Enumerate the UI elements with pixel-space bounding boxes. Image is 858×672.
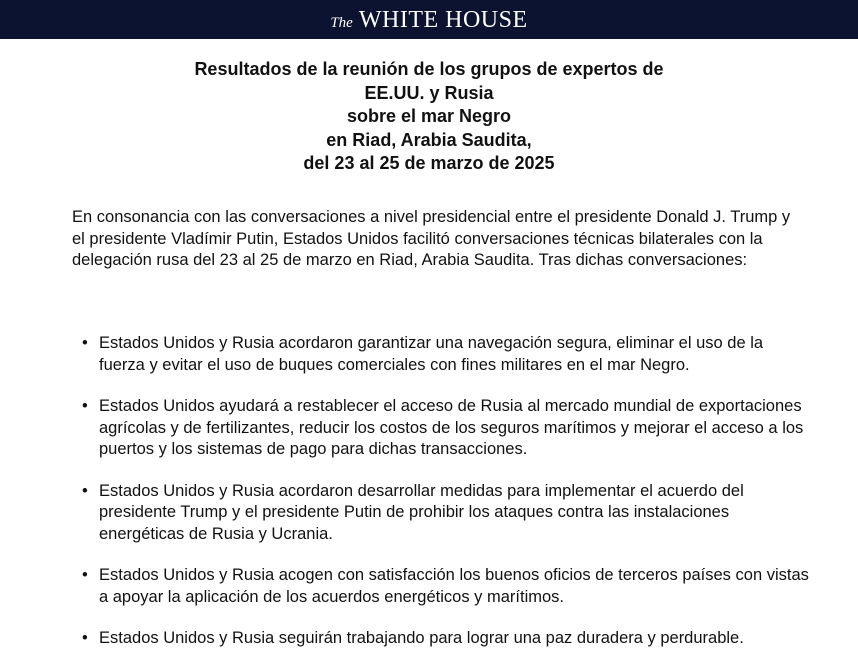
bullet-icon: • (82, 481, 88, 500)
list-item (72, 628, 812, 650)
white-house-logo[interactable] (330, 7, 527, 34)
logo-the-text: The (330, 15, 353, 31)
list-item (72, 565, 812, 608)
list-item (72, 481, 812, 546)
site-header (0, 0, 858, 39)
bullet-icon: • (82, 629, 88, 647)
bullet-list (72, 333, 812, 670)
title-line: en Riad, Arabia Saudita, (326, 129, 532, 150)
bullet-icon: • (82, 397, 88, 415)
list-item-text: Estados Unidos y Rusia seguirán trabajando para lograr una paz duradera y perdurable. (99, 629, 744, 647)
list-item-text: Estados Unidos ayudará a restablecer el acceso de Rusia al mercado mundial de exportaciones agrícolas y de fertilizantes, reducir los costos de los seguros marítimos y mejorar el acceso a los puertos y los sistemas de pago para dichas transacciones. (99, 397, 804, 458)
title-line: EE.UU. y Rusia (364, 82, 494, 103)
title-line: sobre el mar Negro (346, 106, 512, 126)
bullet-icon: • (82, 334, 88, 352)
list-item-text: Estados Unidos y Rusia acogen con satisfacción los buenos oficios de terceros países con vistas a apoyar la aplicación de los acuerdos energéticos y marítimos. (99, 566, 809, 606)
list-item-text: Estados Unidos y Rusia acordaron garantizar una navegación segura, eliminar el uso de la fuerza y evitar el uso de buques comerciales con fines militares en el mar Negro. (99, 334, 764, 374)
document-title (0, 58, 858, 176)
list-item (72, 396, 812, 461)
title-line: Resultados de la reunión de los grupos de expertos de (194, 59, 664, 79)
title-line: del 23 al 25 de marzo de 2025 (303, 153, 555, 173)
list-item (72, 333, 812, 376)
logo-main-text: WHITE HOUSE (358, 7, 528, 33)
intro-paragraph: En consonancia con las conversaciones a nivel presidencial entre el presidente Donald J. Trump y el presidente Vladímir Putin, Estados Unidos facilitó conversaciones técnicas bilaterales con la delegación rusa del 23 al 25 de marzo en Riad, Arabia Saudita. Tras dichas conversaciones: (72, 208, 791, 269)
list-item-text: Estados Unidos y Rusia acordaron desarrollar medidas para implementar el acuerdo del presidente Trump y el presidente Putin de prohibir los ataques contra las instalaciones energéticas de Rusia y Ucrania. (99, 481, 744, 543)
bullet-icon: • (82, 566, 88, 584)
